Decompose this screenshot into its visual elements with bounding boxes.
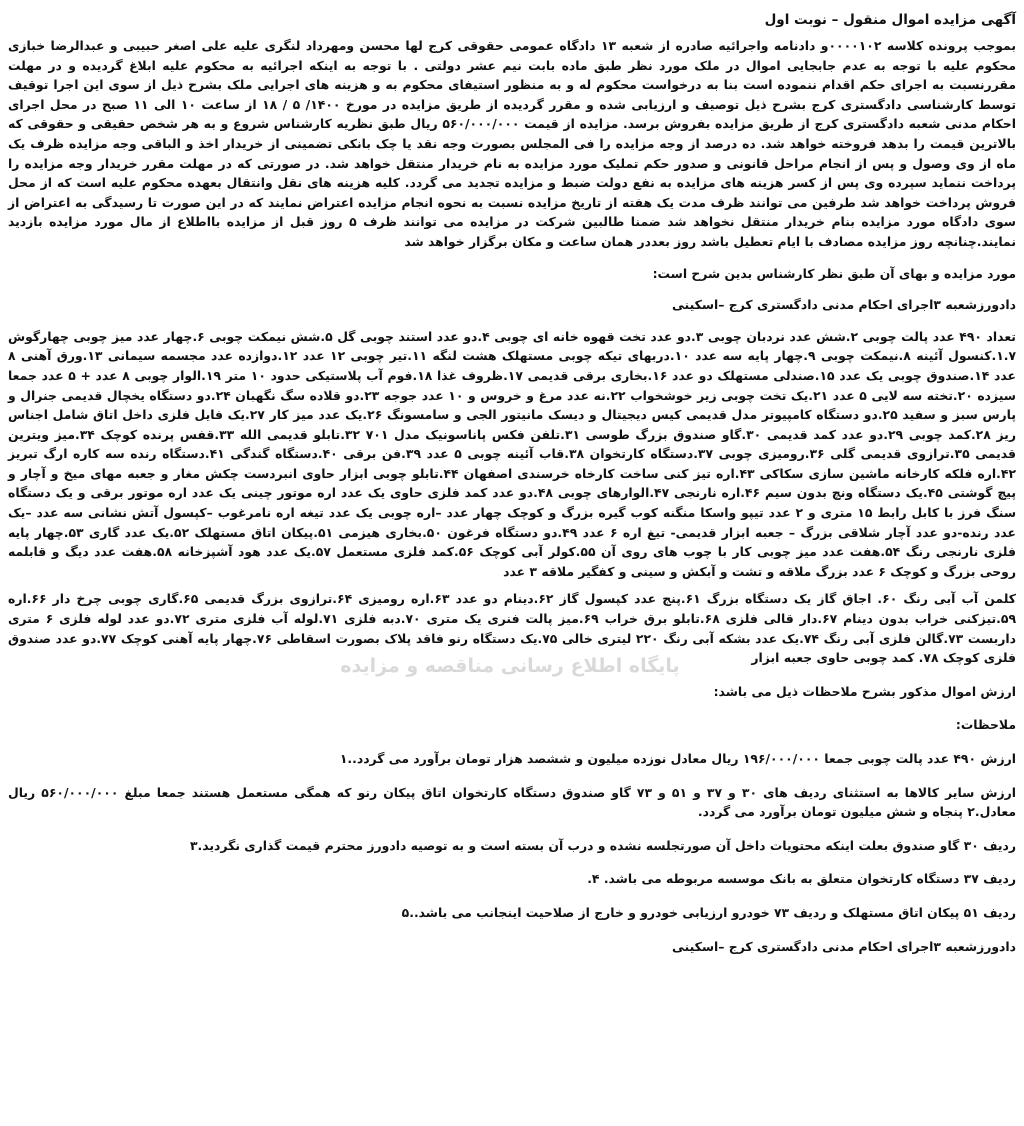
items-list-part-1: تعداد ۴۹۰ عدد پالت چوبی ۲.شش عدد نردبان چوبی ۳.دو عدد تخت قهوه خانه ای چوبی ۴.دو عدد استند چوبی گل ۵.شش نیمکت چوبی ۶.چهار عدد میز چوبی چهارگوش ۱.۷.کنسول آئینه ۸.نیمکت چوبی ۹.چهار پایه سه عدد ۱۰.دربهای تیکه چوبی مستهلک هشت لنگه ۱۱.تیر چوبی ۱۲ عدد ۱۲.دوازده عدد مجسمه سیمانی ۱۳.ورق آهنی ۸ عدد ۱۴.صندوق چوبی یک عدد ۱۵.صندلی مستهلک دو عدد ۱۶.بخاری برقی قدیمی ۱۷.ظروف غذا ۱۸.فوم آب پلاستیکی حدود ۱۰ متر ۱۹.الوار چوبی ۸ عدد + ۵ عدد جمعا سیزده ۲۰.تخته سه لایی ۵ عدد ۲۱.یک تخت چوبی زیر خوشخواب ۲۲.نه عدد مرغ و خروس و ۱۰ عدد جوجه ۲۳.دو قلاده سگ نگهبان ۲۴.دو دستگاه یخچال قدیمی جنرال و پارس سبز و سفید ۲۵.دو دستگاه کامپیوتر مدل قدیمی کیس دیجیتال و دیسک مانیتور الجی و سامسونگ ۲۶.یک عدد میز کار ۲۷.یک فایل فلزی داخل اتاق شامل اجناس ریز ۲۸.کمد چوبی ۲۹.دو عدد کمد قدیمی ۳۰.گاو صندوق بزرگ طوسی ۳۱.تلفن فکس پاناسونیک مدل ۷۰۱ ۳۲.تابلو قدیمی الله ۳۳.قفس پرنده کوچک ۳۴.میز ویترین قدیمی ۳۵.ترازوی قدیمی گلی ۳۶.رومیزی چوبی ۳۷.دستگاه کارتخوان ۳۸.قاب آئینه چوبی ۵ عدد ۳۹.فن برقی ۴۰.دستگاه گندگی ۴۱.دستگاه رنده سه کاره ارگ تبریز ۴۲.اره فلکه کارخانه ماشین سازی سکاکی ۴۳.اره تیز کنی ساخت کارخاه خرسندی اصفهان ۴۴.تابلو چوبی ابزار حاوی انبردست چکش مغار و جعبه مهای میخ و آچار و پیچ گوشتی ۴۵.یک دستگاه ونچ بدون سیم ۴۶.اره نارنجی ۴۷.الوارهای چوبی ۴۸.دو عدد کمد فلزی حاوی یک عدد اره موتور چینی یک عدد اره موتور برقی و یک دستگاه سنگ فرز با کابل رابط ۱۵ متری و ۲ عدد تیپو واسکا منگنه کوب گیره بزرگ و کوچک چهار عدد –اره چوبی یک عدد تیغه اره نامرغوب –کپسول آتش نشانی سه عدد –یک عدد رنده-دو عدد آچار شلاقی بزرگ – جعبه ابزار قدیمی- تیغ اره ۶ عدد ۴۹.دو دستگاه فرغون ۵۰.بخاری هیزمی ۵۱.پیکان اتاق مستهلک ۵۲.یک عدد گاری ۵۳.چهار پایه فلزی نارنجی رنگ ۵۴.هفت عدد میز چوبی کار با چوب های روی آن ۵۵.کولر آبی کوچک ۵۶.کمد فلزی مستعمل ۵۷.یک عدد هود آشپزخانه ۵۸.هفت عدد دیگ و قابلمه روحی بزرگ و کوچک ۶ عدد بزرگ ملاقه و تشت و آبکش و سینی و کفگیر ملاقه ۳ عدد — [8, 328, 1017, 579]
note-3: ردیف ۳۰ گاو صندوق بعلت اینکه محتویات داخل آن صورتجلسه نشده و درب آن بسته است و به توصیه دادورز محترم قیمت گذاری نگردید.۳ — [189, 837, 1016, 853]
watermark-text: پایگاه اطلاع رسانی مناقصه و مزایده — [340, 655, 680, 677]
value-heading: ارزش اموال مذکور بشرح ملاحظات ذیل می باشد: — [713, 683, 1016, 699]
note-1: ارزش ۴۹۰ عدد پالت چوبی جمعا ۱۹۶/۰۰۰/۰۰۰ ریال معادل نوزده میلیون و ششصد هزار تومان برآورد می گردد..۱ — [339, 751, 1016, 766]
court-signature-bottom: دادورزشعبه ۳اجرای احکام مدنی دادگستری کرج –اسکینی — [672, 938, 1016, 954]
subject-heading: مورد مزایده و بهای آن طبق نظر کارشناس بدین شرح است: — [652, 265, 1016, 281]
note-2: ارزش سایر کالاها به استثنای ردیف های ۳۰ و ۳۷ و ۵۱ و ۷۳ گاو صندوق دستگاه کارتخوان اتاق پیکان رنو که همگی مستعمل هستند جمعا مبلغ ۵۶۰/۰۰۰/۰۰۰ ریال معادل.۲ پنجاه و شش میلیون تومان برآورد می گردد. — [8, 784, 1016, 820]
notice-intro: بموجب پرونده کلاسه ۰۰۰۰۱۰۲و دادنامه واجرائیه صادره از شعبه ۱۳ دادگاه عمومی حقوقی کرج لها محسن ومهرداد لنگری علیه علی اصغر حبیبی و عبدالرضا خبازی محکوم علیه با توجه به عدم جابجایی اموال در ملک مورد نظر طبق ماده بابت نیم عشر دولتی . با توجه به اینکه اجرائیه به محکوم علیه ابلاغ گردیده و در مهلت مقررنسبت به اجرای حکم اقدام ننموده است بنا به درخواست محکوم له و به منظور استیفای محکوم به و هزینه های اجرایی ملک بشرح ذیل از سوی این اجرا توقیف توسط کارشناسی دادگستری کرج بشرح ذیل توصیف و ارزیابی شده و مقرر گردیده از طریق مزایده در مورخ ۱۴۰۰/ ۵ / ۱۸ از ساعت ۱۰ الی ۱۱ صبح در محل اجرای احکام مدنی شعبه دادگستری کرج از طریق مزایده بفروش برسد. مزایده از قیمت ۵۶۰/۰۰۰/۰۰۰ ریال طبق نظریه کارشناس شروع و به هر شخص حقیقی و حقوقی که بالاترین قیمت را بدهد فروخته خواهد شد. ده درصد از وجه مزایده را فی المجلس بصورت وجه نقد یا چک بانکی تضمینی از خریدار اخذ و الباقی وجه مزایده ظرف یک ماه از وی وصول و پس از انجام مراحل قانونی و صدور حکم تملیک مورد مزایده به نام خریدار منتقل خواهد شد. در صورتی که در مهلت مقرر خریدار وجه مزایده را پرداخت ننماید سپرده وی پس از کسر هزینه های مزایده به نفع دولت ضبط و مزایده تجدید می گردد. کلیه هزینه های نقل وانتقال بعهده محکوم علیه است که از محل فروش پرداخت خواهد شد طرفین می توانند ظرف مدت یک هفته از تاریخ مزایده نسبت به نحوه انجام مزایده اعتراض نمایند که در این صورت تا رسیدگی به اعتراض از سوی دادگاه مورد مزایده بنام خریدار منتقل نخواهد شد ضمنا طالبین شرکت در مزایده می توانند ظرف ۵ روز قبل از مزایده بااطلاع از مال مورد مزایده بازدید نمایند.چنانچه روز مزایده مصادف با ایام تعطیل باشد روز بعددر همان ساعت و مکان برگزار خواهد شد — [8, 38, 1017, 249]
note-5: ردیف ۵۱ پیکان اتاق مستهلک و ردیف ۷۳ خودرو ارزیابی خودرو و خارج از صلاحیت اینجانب می باشد..۵ — [401, 904, 1016, 920]
notes-heading: ملاحظات: — [955, 717, 1016, 733]
note-4: ردیف ۳۷ دستگاه کارتخوان متعلق به بانک موسسه مربوطه می باشد. ۴. — [587, 871, 1016, 887]
items-list-part-2: کلمن آب آبی رنگ ۶۰. اجاق گاز یک دستگاه بزرگ ۶۱.پنج عدد کپسول گاز ۶۲.دینام دو عدد ۶۳.اره رومیزی ۶۴.ترازوی بزرگ قدیمی ۶۵.گاری چوبی چرخ دار ۶۶.اره ۵۹.تیزکنی خراب بدون دینام ۶۷.دار قالی فلزی ۶۸.تابلو برق خراب ۶۹.میز پالت فنری یک متری ۷۰.دبه فلزی ۷۱.لوله آب فلزی متری ۷۲.دو عدد لوله فلزی ۶ متری داربست ۷۳.گالن فلزی آبی رنگ ۷۴.یک عدد بشکه آبی رنگ ۲۲۰ لیتری خالی ۷۵.یک دستگاه رنو فاقد پلاک بصورت اسقاطی ۷۶.چهار پایه آهنی کوچک ۷۷.دو عدد صندوق فلزی کوچک ۷۸. کمد چوبی حاوی جعبه ابزار — [8, 591, 1017, 666]
notice-title: آگهی مزایده اموال منقول – نوبت اول — [764, 12, 1016, 28]
court-signature-top: دادورزشعبه ۳اجرای احکام مدنی دادگستری کرج –اسکینی — [672, 297, 1016, 313]
